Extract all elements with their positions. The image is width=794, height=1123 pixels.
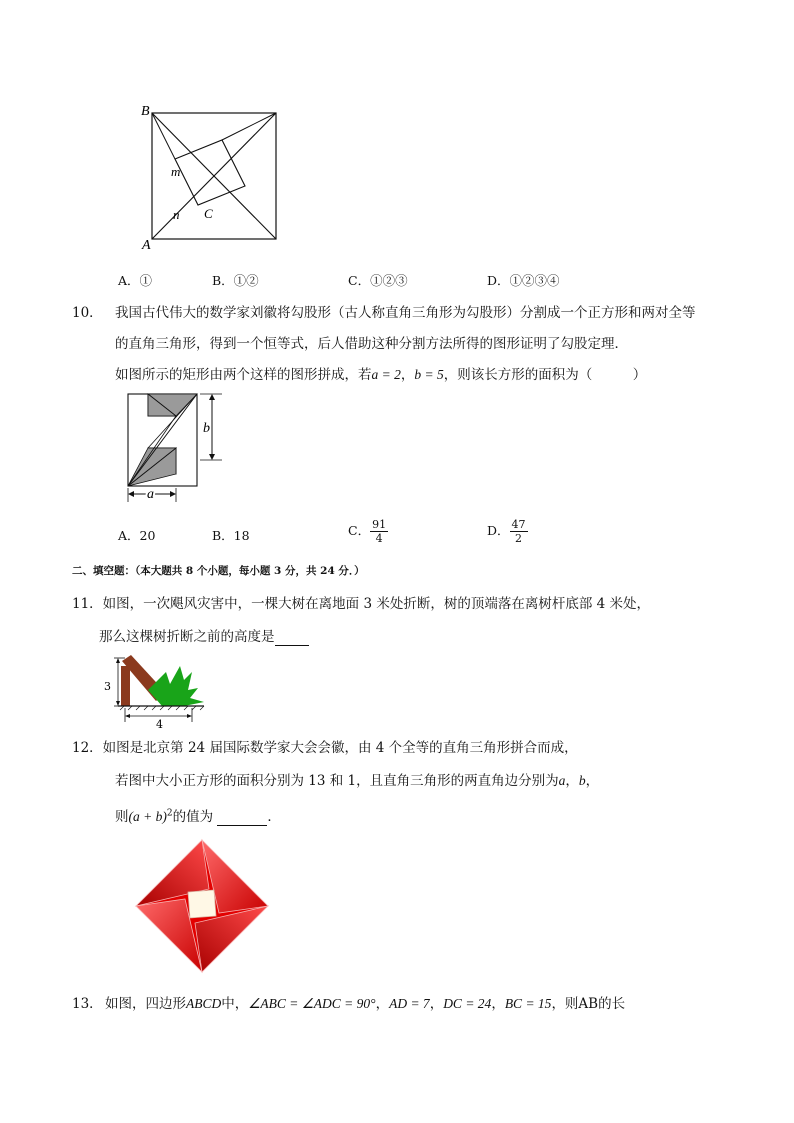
q10-option-a[interactable]: A．20: [118, 528, 156, 543]
q10-number: 10．: [72, 305, 103, 321]
label-B: B: [141, 104, 150, 119]
figure-q11-broken-tree: [100, 650, 210, 730]
q9-option-b[interactable]: B．①②: [212, 273, 259, 288]
label-C: C: [204, 206, 213, 221]
label-3: 3: [104, 680, 111, 693]
label-n: n: [173, 207, 180, 222]
q12-line2: 若图中大小正方形的面积分别为 13 和 1，且直角三角形的两直角边分别为a，b，: [115, 773, 600, 789]
figure-q9-square: [140, 100, 290, 252]
q11-line2: 那么这棵树折断之前的高度是: [99, 625, 309, 646]
q10-line2: 的直角三角形，得到一个恒等式，后人借助这种分割方法所得的图形证明了勾股定理．: [115, 336, 628, 352]
figure-q10-rectangle: [122, 390, 232, 505]
figure-q12-emblem: [134, 838, 270, 974]
q10-line3: 如图所示的矩形由两个这样的图形拼成，若a = 2，b = 5，则该长方形的面积为（ ）: [115, 367, 647, 383]
label-m: m: [171, 164, 181, 179]
q9-option-c[interactable]: C．①②③: [348, 273, 408, 288]
q10-option-b[interactable]: B．18: [212, 528, 250, 543]
q10-option-d[interactable]: D． $\frac{47}{2}$: [487, 518, 526, 545]
q13-number: 13．: [72, 996, 103, 1012]
q10-option-c[interactable]: C． $\frac{91}{4}$: [348, 518, 387, 545]
label-b: b: [203, 421, 210, 436]
label-a: a: [147, 487, 154, 502]
label-A: A: [142, 238, 151, 252]
section-heading-fill-in: 二、填空题：（本大题共 8 个小题，每小题 3 分，共 24 分．）: [72, 565, 365, 577]
q10-line1: 我国古代伟大的数学家刘徽将勾股形（古人称直角三角形为勾股形）分割成一个正方形和两对全等: [115, 305, 696, 321]
q9-option-a[interactable]: A．①: [118, 273, 153, 288]
q9-option-d[interactable]: D．①②③④: [487, 273, 560, 288]
q13-text: 如图，四边形ABCD中，∠ABC = ∠ADC = 90°，AD = 7，DC = 24，BC = 15，则AB的长: [105, 996, 626, 1012]
label-4: 4: [156, 718, 163, 730]
q11-line1: 11．如图，一次飓风灾害中，一棵大树在离地面 3 米处折断，树的顶端落在离树杆底部 4 米处，: [72, 596, 651, 612]
q12-line3: 则$(a + b)^2$的值为 ．: [115, 808, 281, 825]
q12-line1: 12．如图是北京第 24 届国际数学家大会会徽，由 4 个全等的直角三角形拼合而成，: [72, 740, 578, 756]
